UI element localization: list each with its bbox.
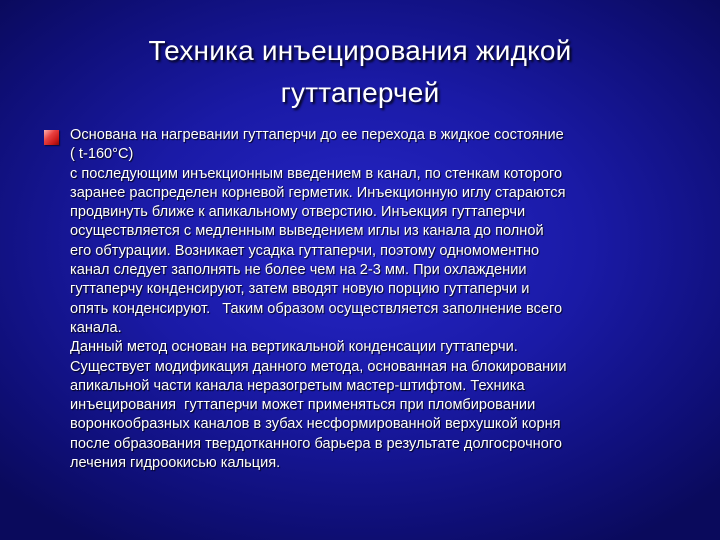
- paragraph-2-line: апикальной части канала неразогретым мастер-штифтом. Техника: [70, 377, 525, 394]
- red-square-bullet-icon: [44, 130, 59, 145]
- slide-title: [60, 30, 660, 114]
- body-text: [70, 126, 690, 473]
- paragraph-2-line: Данный метод основан на вертикальной конденсации гуттаперчи.: [70, 339, 518, 356]
- paragraph-2-line: лечения гидроокисью кальция.: [70, 455, 281, 472]
- paragraph-2-line: инъецирования гуттаперчи может применяться при пломбировании: [70, 397, 536, 414]
- paragraph-2-line: Существует модификация данного метода, основанная на блокировании: [70, 358, 567, 375]
- slide-title-line-1: Техника инъецирования жидкой: [148, 35, 572, 66]
- paragraph-1-line: заранее распределен корневой герметик. Инъекционную иглу стараются: [70, 184, 566, 201]
- paragraph-2-line: воронкообразных каналов в зубах несформированной верхушкой корня: [70, 416, 561, 433]
- paragraph-1-line: гуттаперчу конденсируют, затем вводят новую порцию гуттаперчи и: [70, 281, 530, 298]
- paragraph-1-line: продвинуть ближе к апикальному отверстию. Инъекция гуттаперчи: [70, 204, 526, 221]
- paragraph-1-line: осуществляется с медленным выведением иглы из канала до полной: [70, 223, 544, 240]
- paragraph-2-line: после образования твердотканного барьера в результате долгосрочного: [70, 435, 562, 452]
- paragraph-1-line: Основана на нагревании гуттаперчи до ее перехода в жидкое состояние: [70, 127, 564, 143]
- slide-title-line-2: гуттаперчей: [280, 77, 440, 108]
- paragraph-1-line: ( t-160°C): [70, 146, 134, 163]
- paragraph-1-line: канал следует заполнять не более чем на 2-3 мм. При охлаждении: [70, 262, 527, 279]
- paragraph-1: [70, 126, 690, 338]
- paragraph-1-line: канала.: [70, 319, 122, 336]
- paragraph-2: [70, 338, 690, 473]
- paragraph-1-line: с последующим инъекционным введением в канал, по стенкам которого: [70, 165, 563, 182]
- paragraph-1-line: опять конденсируют. Таким образом осуществляется заполнение всего: [70, 300, 563, 317]
- paragraph-1-line: его обтурации. Возникает усадка гуттаперчи, поэтому одномоментно: [70, 242, 540, 259]
